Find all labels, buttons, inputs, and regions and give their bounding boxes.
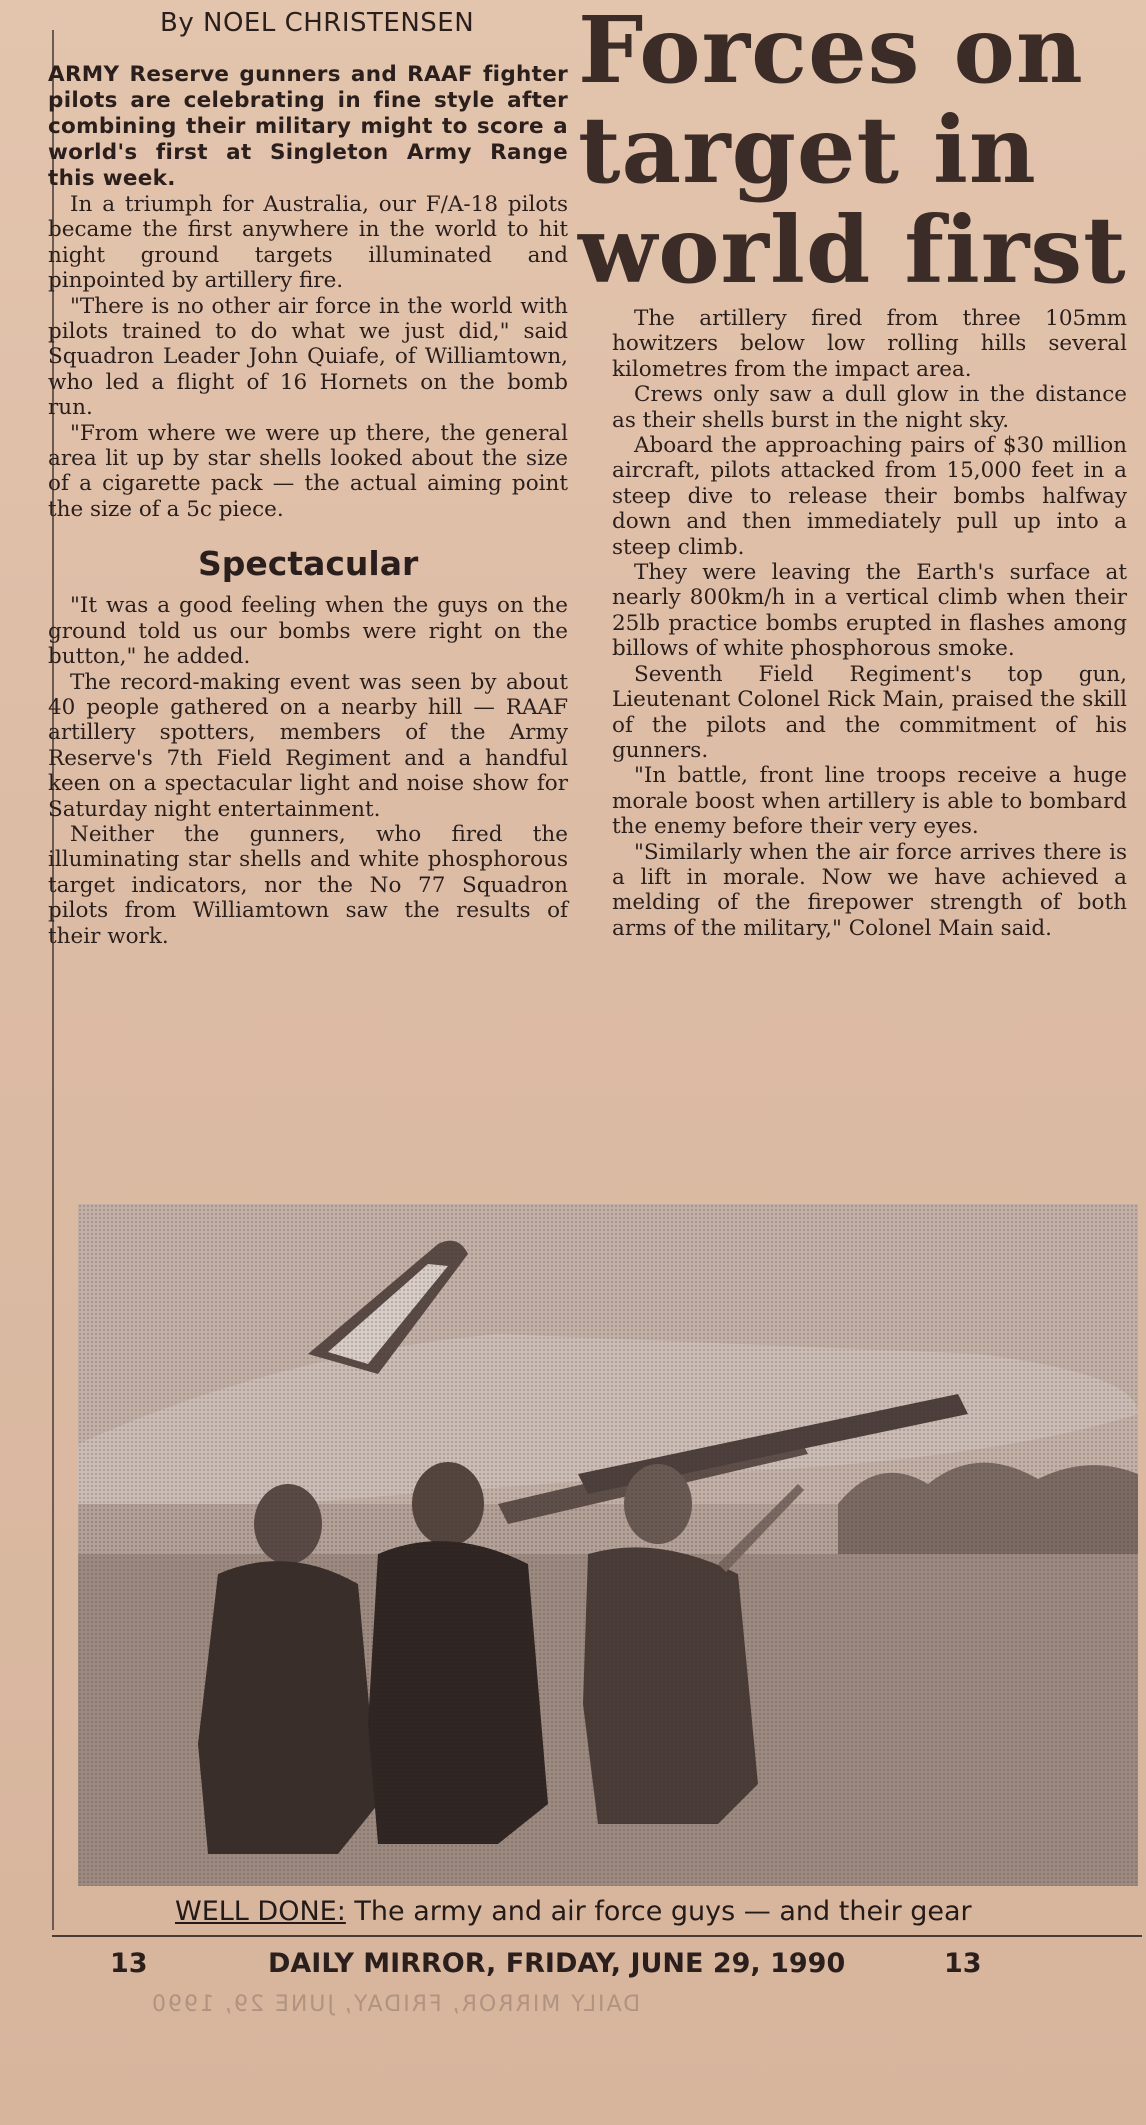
byline: By NOEL CHRISTENSEN <box>160 8 475 38</box>
photo-caption <box>175 1896 972 1927</box>
body-paragraph: "There is no other air force in the world with pilots trained to do what we just did," said Squadron Leader John Quiafe, of Williamtown, who led a flight of 16 Hornets on the bomb run. <box>48 293 568 421</box>
body-paragraph: The record-making event was seen by about 40 people gathered on a nearby hill — RAAF artillery spotters, members of the Army Reserve's 7th Field Regiment and a handful keen on a spectacular light and noise show for Saturday night entertainment. <box>48 669 568 822</box>
photo-illustration <box>78 1204 1138 1886</box>
headline-line-3: world first <box>578 196 1127 304</box>
news-photo <box>78 1204 1138 1886</box>
body-paragraph: They were leaving the Earth's surface at nearly 800km/h in a vertical climb when their 25lb practice bombs erupted in flashes among billows of white phosphorous smoke. <box>612 560 1127 662</box>
body-paragraph: Neither the gunners, who fired the illuminating star shells and white phosphorous target indicators, nor the No 77 Squadron pilots from Williamtown saw the results of their work. <box>48 821 568 949</box>
body-paragraph: "It was a good feeling when the guys on the ground told us our bombs were right on the button," he added. <box>48 593 568 670</box>
show-through-masthead: DAILY MIRROR, FRIDAY, JUNE 29, 1990 <box>150 1992 641 2017</box>
body-paragraph: Seventh Field Regiment's top gun, Lieutenant Colonel Rick Main, praised the skill of the pilots and the commitment of his gunners. <box>612 661 1127 763</box>
page-number-left: 13 <box>110 1948 148 1979</box>
subheading: Spectacular <box>198 544 419 584</box>
lede-paragraph: ARMY Reserve gunners and RAAF fighter pilots are celebrating in fine style after combining their military might to score a world's first at Singleton Army Range this week. <box>48 62 568 191</box>
caption-text: The army and air force guys — and their gear <box>345 1896 972 1927</box>
body-paragraph: Crews only saw a dull glow in the distance as their shells burst in the night sky. <box>612 382 1127 433</box>
headline-line-2: target in <box>578 96 1037 204</box>
body-paragraph: "From where we were up there, the general area lit up by star shells looked about the size of a cigarette pack — the actual aiming point the size of a 5c piece. <box>48 420 568 522</box>
body-paragraph: The artillery fired from three 105mm howitzers below low rolling hills several kilometres from the impact area. <box>612 306 1127 382</box>
body-paragraph: In a triumph for Australia, our F/A-18 pilots became the first anywhere in the world to hit night ground targets illuminated and pinpointed by artillery fire. <box>48 192 568 294</box>
page-number-right: 13 <box>944 1948 982 1979</box>
headline <box>578 0 1138 304</box>
body-paragraph: "Similarly when the air force arrives there is a lift in morale. Now we have achieved a melding of the firepower strength of both arms of the military," Colonel Main said. <box>612 839 1127 941</box>
footer-rule <box>52 1935 1142 1937</box>
right-column <box>612 306 1127 941</box>
caption-lead: WELL DONE: <box>175 1896 346 1927</box>
headline-line-1: Forces on <box>578 0 1084 104</box>
left-column <box>48 62 568 949</box>
body-paragraph: Aboard the approaching pairs of $30 million aircraft, pilots attacked from 15,000 feet in a steep dive to release their bombs halfway down and then immediately pull up into a steep climb. <box>612 433 1127 560</box>
body-paragraph: "In battle, front line troops receive a huge morale boost when artillery is able to bombard the enemy before their very eyes. <box>612 763 1127 840</box>
footer-masthead: DAILY MIRROR, FRIDAY, JUNE 29, 1990 <box>268 1948 846 1979</box>
